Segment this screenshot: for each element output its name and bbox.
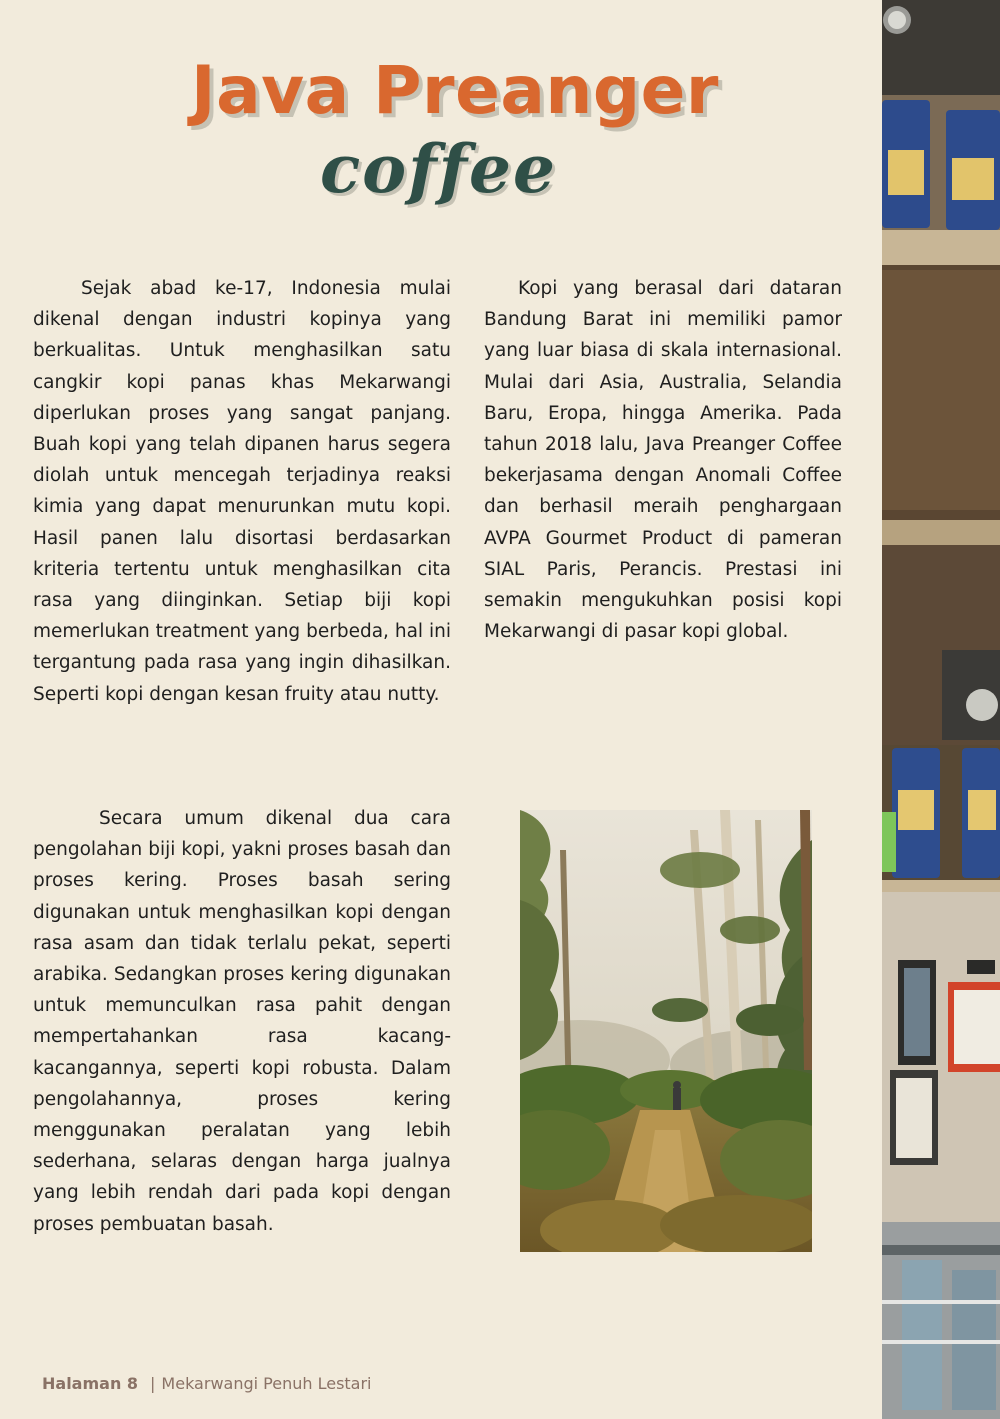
- page-footer: [42, 1374, 372, 1393]
- article-title: [0, 52, 882, 208]
- paragraph-history: Sejak abad ke-17, Indonesia mulai dikenal dengan industri kopinya yang berkualitas. Untuk menghasilkan satu cangkir kopi panas khas Mekarwangi diperlukan proses yang sangat panjang. Buah kopi yang telah dipanen harus segera diolah untuk mencegah terjadinya reaksi kimia yang dapat menurunkan mutu kopi. Hasil panen lalu disortasi berdasarkan kriteria tertentu untuk menghasilkan cita rasa yang diinginkan. Setiap biji kopi memerlukan treatment yang berbeda, hal ini tergantung pada rasa yang ingin dihasilkan. Seperti kopi dengan kesan fruity atau nutty.: [33, 278, 451, 705]
- paragraph-processing: Secara umum dikenal dua cara pengolahan biji kopi, yakni proses basah dan proses kering. Proses basah sering digunakan untuk menghasilkan kopi dengan rasa asam dan tidak terlalu pekat, seperti arabika. Sedangkan proses kering digunakan untuk memunculkan rasa pahit dengan mempertahankan rasa kacang-kacangannya, seperti kopi robusta. Dalam pengolahannya, proses kering menggunakan peralatan yang lebih sederhana, selaras dengan harga jualnya yang lebih rendah dari pada kopi dengan proses pembuatan basah.: [33, 808, 451, 1235]
- publication-name: Mekarwangi Penuh Lestari: [161, 1374, 372, 1393]
- paragraph-international: Kopi yang berasal dari dataran Bandung Barat ini memiliki pamor yang luar biasa di skala internasional. Mulai dari Asia, Australia, Selandia Baru, Eropa, hingga Amerika. Pada tahun 2018 lalu, Java Preanger Coffee bekerjasama dengan Anomali Coffee dan berhasil meraih penghargaan AVPA Gourmet Product di pameran SIAL Paris, Perancis. Prestasi ini semakin mengukuhkan posisi kopi Mekarwangi di pasar kopi global.: [484, 278, 842, 643]
- footer-separator: |: [150, 1374, 156, 1393]
- title-main: Java Preanger: [191, 52, 719, 129]
- cafe-side-photo: [882, 0, 1000, 1419]
- page-number: Halaman 8: [42, 1374, 139, 1393]
- coffee-plantation-photo: [520, 810, 812, 1252]
- title-script: coffee: [320, 130, 557, 208]
